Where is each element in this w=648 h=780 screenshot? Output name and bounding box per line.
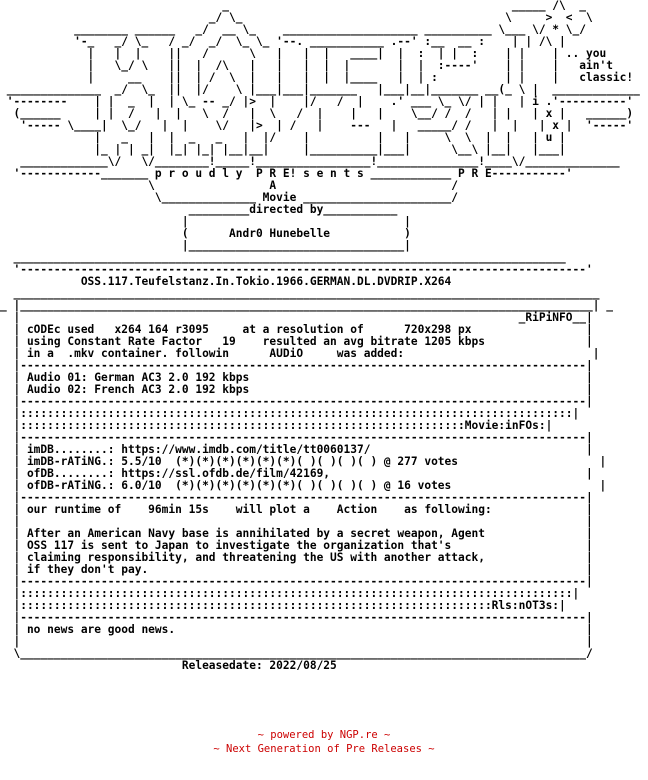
nfo-text-block: _ _____ /\ _ _/ \_ \ > < \ ________ ______ _/ __ \_ ____________________ __________ \___ \/ * \_/ '-_ _/ \_ / _/ _/ \_ \_ '--. ___________ .--' :__ __ : | | /\ | | | | || / \ | | | ____| | : | | : | | | .. you | \_/ \ || | /\ | | | | | | | :----' | | | ain't | __ || | / \ | | | | |____ | | : | | | classic! ______________ _/ \_ || |/ \ |___|___|_______ |___|__|_______ __(_ \ | _____________ '-------- | | _ | | \_ -- _/ |> | |/ / | .' ___ \_ \/ | | | i .'----------' (______ | | / | | \ / | \ / | | | \__/ / / | | | x | ______) '----- \____| \_/ | | \/ |> | / | --- | _____/ / | | | x | '-----' | _ | | _ _ | |/ | | | \ \ | | | u | |_ | | _| |_| |_| |__|__| |__________|___| \__\ |__| |___| _____________\/ \/________!_____!_________________!_______________!____\/______________ '------------_______ p r o u d l y P R E! s e n t s ____________ P R E-----------' \ A / \______________ Movie ______________________/ _________directed by___________ | | ( Andr0 Hunebelle ) |________________________________| __________________________________________________________________________________ '------------------------------------------------------------------------------------' OSS.117.Teufelstanz.In.Tokio.1966.GERMAN.DL.DVDRIP.X264 _______________________________________________________________________________________ _ |_____________________________________________________________________________________| _ | _RiPiNFO__| | cODEc used x264 164 r3095 at a resolution of 720x298 px | | using Constant Rate Factor 19 resulted an avg bitrate 1205 kbps | | in a .mkv container. followin AUDiO was added: | |------------------------------------------------------------------------------------| | Audio 01: German AC3 2.0 192 kbps | | Audio 02: French AC3 2.0 192 kbps | |------------------------------------------------------------------------------------| |::::::::::::::::::::::::::::::::::::::::::::::::::::::::::::::::::::::::::::::::::| |::::::::::::::::::::::::::::::::::::::::::::::::::::::::::::::::::Movie:inFOs:| |------------------------------------------------------------------------------------| | imDB........: https://www.imdb.com/title/tt0060137/ | | imDB-rATiNG.: 5.5/10 (*)(*)(*)(*)(*)(*)( )( )( )( ) @ 277 votes | | ofDB........: https://ssl.ofdb.de/film/42169, | | ofDB-rATiNG.: 6.0/10 (*)(*)(*)(*)(*)(*)( )( )( )( ) @ 16 votes | |------------------------------------------------------------------------------------| | our runtime of 96min 15s will plot a Action as following: | | | | After an American Navy base is annihilated by a secret weapon, Agent | | OSS 117 is sent to Japan to investigate the organization that's | | claiming responsibility, and threatening the US with another attack, | | if they don't pay. | |------------------------------------------------------------------------------------| |::::::::::::::::::::::::::::::::::::::::::::::::::::::::::::::::::::::::::::::::::| |::::::::::::::::::::::::::::::::::::::::::::::::::::::::::::::::::::::Rls:nOT3s:| |------------------------------------------------------------------------------------| | no news are good news. | | | \____________________________________________________________________________________/ Releasedate: 2022/08/25 <box>0 0 640 672</box>
footer-tagline: ~ Next Generation of Pre Releases ~ <box>213 743 435 755</box>
footer-powered-by: ~ powered by NGP.re ~ <box>257 729 391 741</box>
